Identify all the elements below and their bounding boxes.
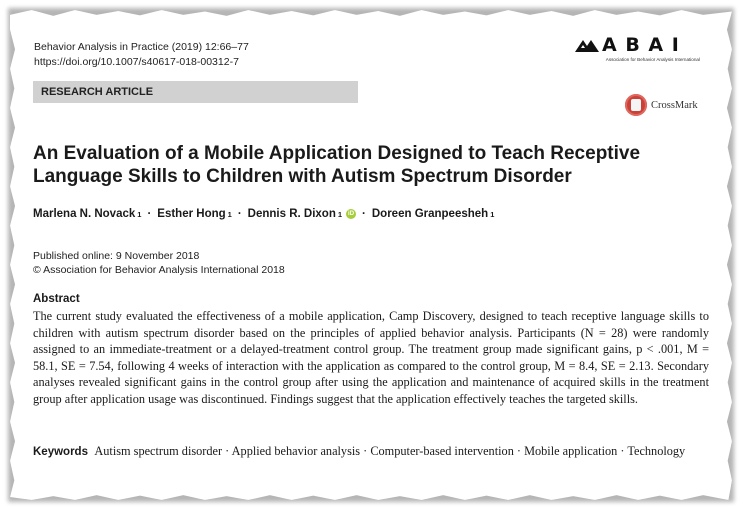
abstract-text: The current study evaluated the effectiveness of a mobile application, Camp Discovery, designed to teach receptive language skills to children with autism spectrum disorder based on the principles of applied behavior analysis. Participants (N = 28) were randomly assigned to an immediate-treatment or a delayed-treatment control group. The treatment group made significant gains, p < .001, M = 58.1, SE = 7.54, following 4 weeks of interaction with the application as compared to the control group, M = 8.4, SE = 2.13. Secondary analyses revealed significant gains in the control group after using the application and maintenance of acquired skills in the treatment group after application usage was discontinued. Findings suggest that the application effectively teaches the targeted skills. <box>33 309 709 406</box>
author-separator: · <box>237 208 242 220</box>
author-affiliation: 1 <box>227 209 232 219</box>
author-affiliation: 1 <box>137 209 142 219</box>
author-name[interactable]: Doreen Granpeesheh <box>371 208 489 220</box>
journal-citation: Behavior Analysis in Practice (2019) 12:66–77 <box>34 41 249 53</box>
crossmark-icon <box>625 94 647 116</box>
publication-info <box>33 249 285 277</box>
published-date: Published online: 9 November 2018 <box>33 250 200 262</box>
crossmark-label: CrossMark <box>651 99 698 111</box>
orcid-icon[interactable]: iD <box>348 211 355 217</box>
keywords-section <box>33 443 709 460</box>
copyright-notice: © Association for Behavior Analysis International 2018 <box>33 264 285 276</box>
author-separator: · <box>147 208 152 220</box>
title-line-1: An Evaluation of a Mobile Application Designed to Teach Receptive <box>33 143 641 164</box>
logo-tagline: Association for Behavior Analysis International <box>605 57 700 62</box>
title-line-2: Language Skills to Children with Autism Spectrum Disorder <box>33 166 572 187</box>
keywords-list: Autism spectrum disorder · Applied behavior analysis · Computer-based intervention · Mobile application · Technology <box>94 444 686 458</box>
author-name[interactable]: Marlena N. Novack <box>33 208 136 220</box>
abstract-heading: Abstract <box>33 293 80 305</box>
abai-logo-icon <box>574 37 600 53</box>
author-name[interactable]: Dennis R. Dixon <box>247 208 336 220</box>
keywords-label: Keywords <box>33 446 88 458</box>
journal-info <box>34 40 249 70</box>
logo-letters: A B A I <box>602 34 680 56</box>
author-affiliation: 1 <box>337 209 343 219</box>
crossmark-button[interactable] <box>625 94 698 116</box>
author-name[interactable]: Esther Hong <box>157 208 226 220</box>
author-affiliation: 1 <box>490 209 495 219</box>
article-type-banner: RESEARCH ARTICLE <box>33 81 358 103</box>
doi-link[interactable]: https://doi.org/10.1007/s40617-018-00312-7 <box>34 56 239 68</box>
author-list <box>33 208 494 220</box>
abai-logo <box>574 34 700 62</box>
article-title <box>33 142 673 188</box>
author-separator: · <box>362 208 366 220</box>
